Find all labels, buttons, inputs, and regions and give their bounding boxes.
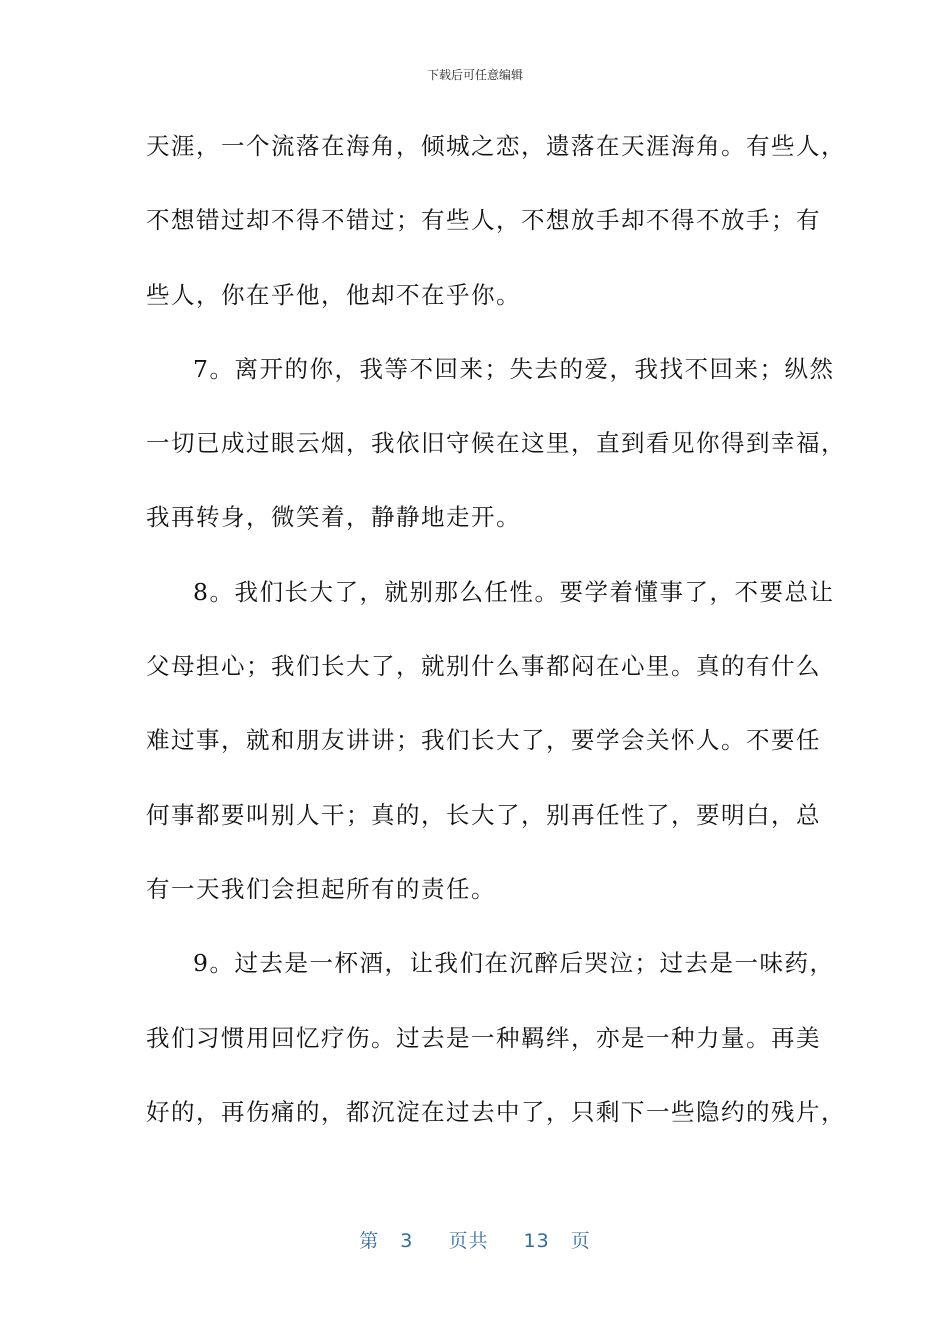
text-line: 父母担心；我们长大了，就别什么事都闷在心里。真的有什么 xyxy=(146,652,821,681)
text-line: 我们习惯用回忆疗伤。过去是一种羁绊，亦是一种力量。再美 xyxy=(146,1023,821,1052)
text-line: 何事都要叫别人干；真的，长大了，别再任性了，要明白，总 xyxy=(146,800,821,829)
paragraph-9-first-line: 9。过去是一杯酒，让我们在沉醉后哭泣；过去是一味药， xyxy=(193,949,835,978)
text-line: 难过事，就和朋友讲讲；我们长大了，要学会关怀人。不要任 xyxy=(146,726,821,755)
text-line: 些人，你在乎他，他却不在乎你。 xyxy=(146,280,521,309)
text-line: 一切已成过眼云烟，我依旧守候在这里，直到看见你得到幸福， xyxy=(146,429,846,458)
document-body xyxy=(146,126,846,1166)
text-line: 不想错过却不得不错过；有些人，不想放手却不得不放手；有 xyxy=(146,206,821,235)
current-page-number: 3 xyxy=(400,1230,414,1252)
header-note: 下载后可任意编辑 xyxy=(426,68,523,82)
text-line: 我再转身，微笑着，静静地走开。 xyxy=(146,503,521,532)
footer-prefix: 第 xyxy=(359,1230,380,1252)
footer-suffix: 页 xyxy=(570,1230,591,1252)
text-line: 天涯，一个流落在海角，倾城之恋，遗落在天涯海角。有些人， xyxy=(146,132,846,160)
total-pages-number: 13 xyxy=(523,1230,550,1252)
paragraph-7-first-line: 7。离开的你，我等不回来；失去的爱，我找不回来；纵然 xyxy=(193,354,835,383)
paragraph-8-first-line: 8。我们长大了，就别那么任性。要学着懂事了，不要总让 xyxy=(193,577,835,606)
text-line: 好的，再伤痛的，都沉淀在过去中了，只剩下一些隐约的残片， xyxy=(146,1097,846,1126)
page-footer xyxy=(0,1226,950,1253)
text-line: 有一天我们会担起所有的责任。 xyxy=(146,874,496,903)
footer-middle: 页共 xyxy=(448,1230,489,1252)
